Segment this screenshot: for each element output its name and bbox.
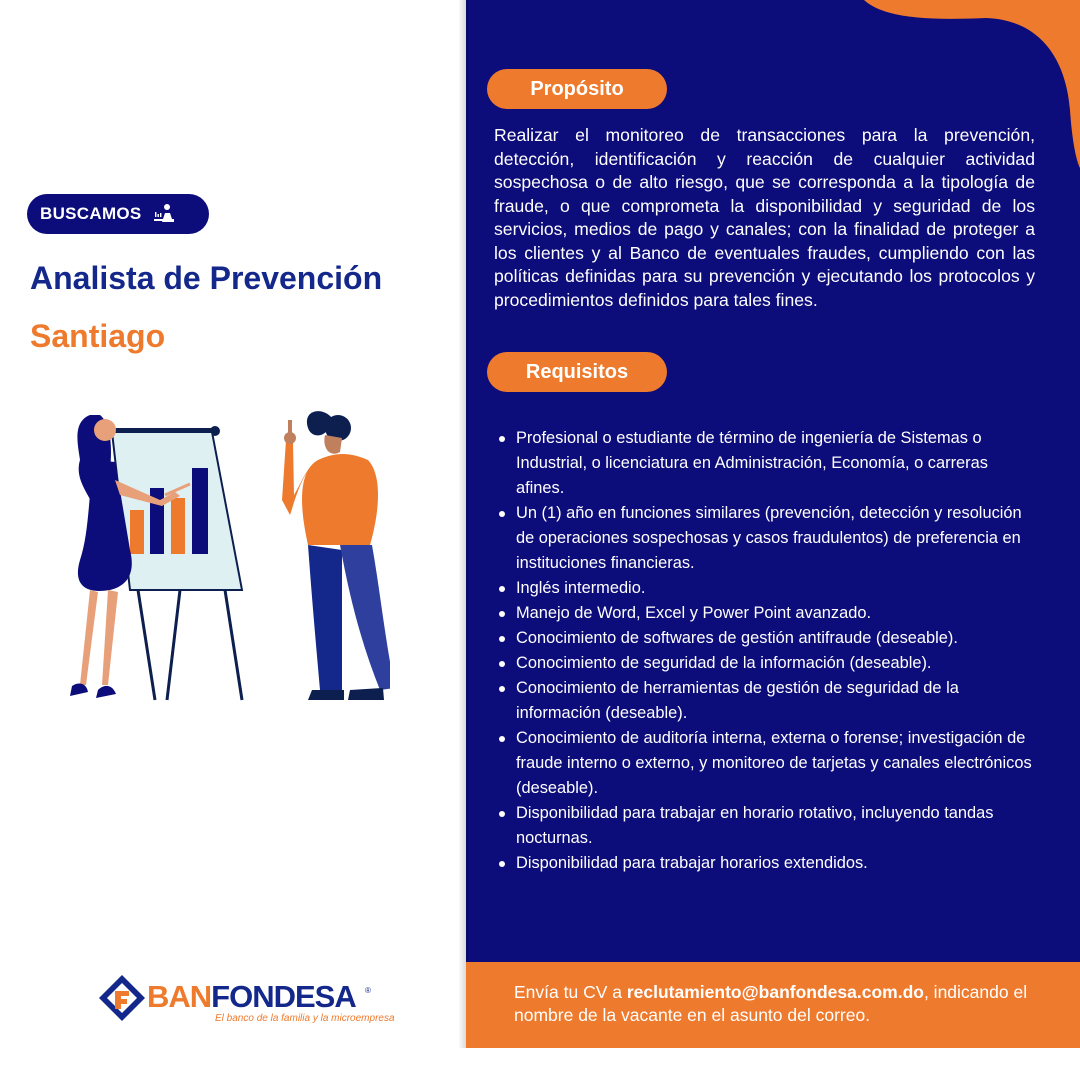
list-item: Conocimiento de auditoría interna, externa o forense; investigación de fraude interno o externo, y monitoreo de tarjetas y canales electrónicos (deseable). bbox=[494, 726, 1039, 801]
buscamos-badge bbox=[27, 194, 209, 234]
requirements-heading: Requisitos bbox=[487, 352, 667, 392]
bottom-strip bbox=[0, 1048, 1080, 1080]
person-at-desk-icon bbox=[152, 202, 176, 226]
cta-text bbox=[514, 981, 1054, 1027]
job-location: Santiago bbox=[30, 318, 166, 354]
panel-shadow bbox=[458, 0, 468, 1048]
cta-prefix: Envía tu CV a bbox=[514, 982, 627, 1002]
requirements-list bbox=[494, 426, 1039, 876]
email-link[interactable]: reclutamiento@banfondesa.com.do bbox=[626, 982, 924, 1002]
list-item: Manejo de Word, Excel y Power Point avanzado. bbox=[494, 601, 1039, 626]
purpose-heading: Propósito bbox=[487, 69, 667, 109]
brand-name bbox=[147, 979, 356, 1015]
purpose-text: Realizar el monitoreo de transacciones para la prevención, detección, identificación y reacción de cualquier actividad sospechosa o de alto riesgo, que se corresponda a la tipología de fraude, o que comprometa la disponibilidad y seguridad de los servicios, medios de pago y canales; con la finalidad de proteger a los clientes y al Banco de eventuales fraudes, cumpliendo con las políticas definidas para su prevención y ejecutando los protocolos y procedimientos definidos para tales fines. bbox=[494, 125, 1035, 310]
cta-suffix: , indicando el nombre de la vacante en el asunto del correo. bbox=[514, 982, 1028, 1025]
list-item: Inglés intermedio. bbox=[494, 576, 1039, 601]
brand-name-part2: FONDESA bbox=[211, 979, 356, 1014]
job-title: Analista de Prevención bbox=[30, 260, 383, 296]
list-item: Un (1) año en funciones similares (prevención, detección y resolución de operaciones sospechosas y casos fraudulentos) de preferencia en instituciones financieras. bbox=[494, 501, 1039, 576]
presentation-illustration bbox=[50, 400, 390, 710]
registered-mark: ® bbox=[365, 986, 371, 995]
list-item: Conocimiento de seguridad de la información (deseable). bbox=[494, 651, 1039, 676]
list-item: Disponibilidad para trabajar horarios extendidos. bbox=[494, 851, 1039, 876]
list-item: Profesional o estudiante de término de ingeniería de Sistemas o Industrial, o licenciatura en Administración, Economía, o carreras afines. bbox=[494, 426, 1039, 501]
list-item: Disponibilidad para trabajar en horario rotativo, incluyendo tandas nocturnas. bbox=[494, 801, 1039, 851]
banfondesa-logo-icon bbox=[97, 973, 147, 1023]
list-item: Conocimiento de herramientas de gestión de seguridad de la información (deseable). bbox=[494, 676, 1039, 726]
brand-tagline: El banco de la familia y la microempresa bbox=[215, 1013, 395, 1024]
brand-name-part1: BAN bbox=[147, 979, 212, 1014]
list-item: Conocimiento de softwares de gestión antifraude (deseable). bbox=[494, 626, 1039, 651]
buscamos-label: BUSCAMOS bbox=[40, 204, 142, 223]
